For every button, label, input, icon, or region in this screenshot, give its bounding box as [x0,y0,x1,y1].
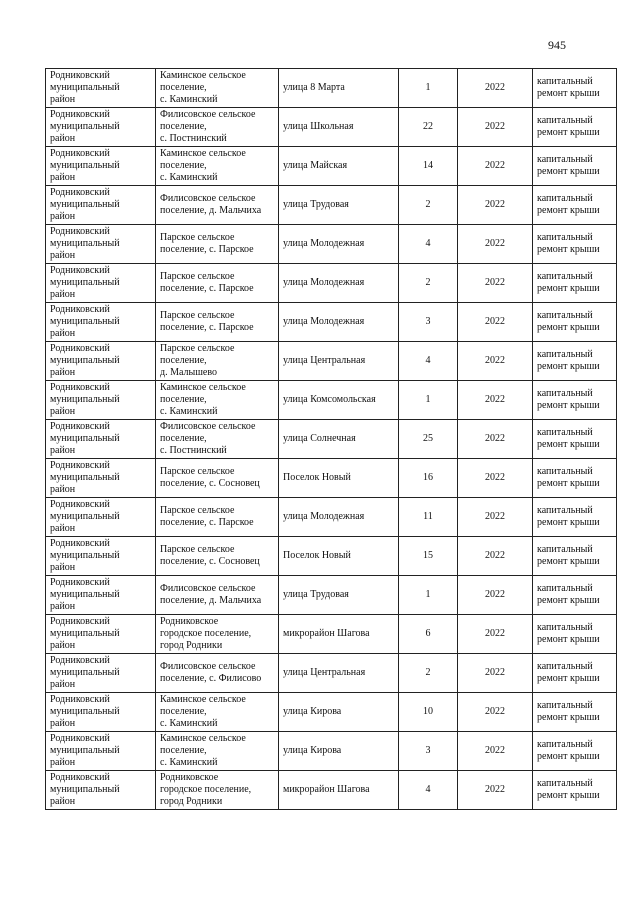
district-cell-text: Родниковский муниципальный район [50,70,120,105]
year-cell [458,693,533,732]
street-cell-text: Поселок Новый [283,472,351,483]
table-row [46,303,617,342]
district-cell-text: Родниковский муниципальный район [50,577,120,612]
table-row [46,225,617,264]
house-number-cell [399,537,458,576]
year-cell [458,303,533,342]
work-type-cell-text: капитальный ремонт крыши [537,154,600,177]
street-cell [279,498,399,537]
district-cell [46,69,156,108]
work-type-cell-text: капитальный ремонт крыши [537,310,600,333]
housing-repair-table [45,68,617,810]
work-type-cell [533,225,617,264]
house-number-cell [399,615,458,654]
settlement-cell-text: Родниковское городское поселение, город Родники [160,772,252,807]
district-cell [46,342,156,381]
settlement-cell-text: Каминское сельское поселение, с. Каминский [160,148,246,183]
street-cell [279,69,399,108]
house-number-cell-text: 2 [425,199,431,210]
work-type-cell [533,615,617,654]
district-cell [46,654,156,693]
settlement-cell [156,264,279,303]
table-row [46,108,617,147]
house-number-cell [399,69,458,108]
settlement-cell [156,381,279,420]
year-cell [458,459,533,498]
district-cell [46,537,156,576]
settlement-cell [156,498,279,537]
district-cell [46,225,156,264]
street-cell-text: улица Комсомольская [283,394,376,405]
year-cell [458,69,533,108]
year-cell [458,498,533,537]
work-type-cell [533,498,617,537]
settlement-cell-text: Филисовское сельское поселение, с. Филисово [160,661,262,684]
table-row [46,576,617,615]
work-type-cell-text: капитальный ремонт крыши [537,622,600,645]
street-cell-text: улица Трудовая [283,199,349,210]
year-cell [458,576,533,615]
street-cell [279,186,399,225]
work-type-cell [533,693,617,732]
house-number-cell [399,381,458,420]
district-cell-text: Родниковский муниципальный район [50,460,120,495]
district-cell [46,108,156,147]
settlement-cell-text: Парское сельское поселение, с. Парское [160,271,254,294]
house-number-cell-text: 4 [425,784,431,795]
work-type-cell-text: капитальный ремонт крыши [537,115,600,138]
settlement-cell-text: Каминское сельское поселение, с. Каминский [160,694,246,729]
district-cell-text: Родниковский муниципальный район [50,226,120,261]
district-cell-text: Родниковский муниципальный район [50,343,120,378]
work-type-cell [533,732,617,771]
street-cell-text: Поселок Новый [283,550,351,561]
settlement-cell [156,420,279,459]
year-cell-text: 2022 [485,589,505,600]
street-cell [279,576,399,615]
year-cell-text: 2022 [485,277,505,288]
work-type-cell [533,459,617,498]
house-number-cell-text: 1 [425,82,431,93]
year-cell-text: 2022 [485,121,505,132]
year-cell [458,654,533,693]
year-cell-text: 2022 [485,82,505,93]
settlement-cell [156,615,279,654]
settlement-cell-text: Парское сельское поселение, с. Сосновец [160,466,260,489]
street-cell-text: улица 8 Марта [283,82,345,93]
work-type-cell-text: капитальный ремонт крыши [537,232,600,255]
table-row [46,342,617,381]
street-cell [279,225,399,264]
settlement-cell-text: Парское сельское поселение, с. Сосновец [160,544,260,567]
settlement-cell [156,654,279,693]
work-type-cell-text: капитальный ремонт крыши [537,466,600,489]
work-type-cell-text: капитальный ремонт крыши [537,193,600,216]
district-cell-text: Родниковский муниципальный район [50,187,120,222]
district-cell [46,147,156,186]
district-cell [46,459,156,498]
district-cell-text: Родниковский муниципальный район [50,499,120,534]
house-number-cell-text: 2 [425,277,431,288]
work-type-cell [533,186,617,225]
year-cell [458,147,533,186]
work-type-cell [533,381,617,420]
year-cell-text: 2022 [485,667,505,678]
street-cell [279,654,399,693]
year-cell-text: 2022 [485,784,505,795]
table-row [46,69,617,108]
work-type-cell [533,69,617,108]
table-row [46,771,617,810]
street-cell-text: улица Трудовая [283,589,349,600]
settlement-cell [156,186,279,225]
street-cell-text: улица Школьная [283,121,354,132]
year-cell [458,771,533,810]
house-number-cell [399,693,458,732]
house-number-cell [399,732,458,771]
work-type-cell [533,303,617,342]
house-number-cell-text: 6 [425,628,431,639]
settlement-cell-text: Филисовское сельское поселение, д. Мальчиха [160,193,262,216]
table-row [46,420,617,459]
district-cell [46,771,156,810]
year-cell [458,342,533,381]
street-cell [279,264,399,303]
year-cell-text: 2022 [485,706,505,717]
year-cell-text: 2022 [485,433,505,444]
settlement-cell-text: Парское сельское поселение, с. Парское [160,232,254,255]
house-number-cell [399,771,458,810]
district-cell-text: Родниковский муниципальный район [50,694,120,729]
district-cell [46,303,156,342]
house-number-cell-text: 15 [423,550,433,561]
house-number-cell [399,576,458,615]
settlement-cell [156,771,279,810]
work-type-cell-text: капитальный ремонт крыши [537,661,600,684]
year-cell [458,108,533,147]
district-cell-text: Родниковский муниципальный район [50,109,120,144]
street-cell [279,381,399,420]
work-type-cell-text: капитальный ремонт крыши [537,778,600,801]
house-number-cell-text: 4 [425,355,431,366]
work-type-cell [533,771,617,810]
house-number-cell [399,342,458,381]
work-type-cell-text: капитальный ремонт крыши [537,388,600,411]
street-cell-text: улица Кирова [283,706,342,717]
district-cell [46,732,156,771]
house-number-cell-text: 22 [423,121,433,132]
work-type-cell [533,147,617,186]
district-cell-text: Родниковский муниципальный район [50,265,120,300]
house-number-cell-text: 1 [425,394,431,405]
house-number-cell-text: 11 [423,511,433,522]
year-cell-text: 2022 [485,394,505,405]
settlement-cell-text: Филисовское сельское поселение, с. Постнинский [160,109,256,144]
house-number-cell [399,498,458,537]
district-cell-text: Родниковский муниципальный район [50,382,120,417]
street-cell [279,147,399,186]
street-cell-text: улица Солнечная [283,433,356,444]
page-number: 945 [548,38,566,52]
work-type-cell [533,420,617,459]
house-number-cell [399,186,458,225]
settlement-cell-text: Каминское сельское поселение, с. Каминский [160,733,246,768]
work-type-cell [533,108,617,147]
year-cell-text: 2022 [485,628,505,639]
year-cell-text: 2022 [485,238,505,249]
table-row [46,381,617,420]
street-cell-text: улица Молодежная [283,316,365,327]
house-number-cell [399,108,458,147]
house-number-cell-text: 10 [423,706,433,717]
street-cell-text: улица Центральная [283,355,366,366]
street-cell [279,420,399,459]
district-cell [46,576,156,615]
year-cell-text: 2022 [485,745,505,756]
district-cell [46,615,156,654]
settlement-cell-text: Филисовское сельское поселение, д. Мальчиха [160,583,262,606]
table-row [46,615,617,654]
table-row [46,537,617,576]
street-cell-text: улица Майская [283,160,348,171]
work-type-cell [533,576,617,615]
table-row [46,654,617,693]
settlement-cell [156,693,279,732]
street-cell [279,108,399,147]
year-cell [458,186,533,225]
settlement-cell-text: Филисовское сельское поселение, с. Постнинский [160,421,256,456]
settlement-cell [156,342,279,381]
table-row [46,147,617,186]
district-cell-text: Родниковский муниципальный район [50,148,120,183]
street-cell-text: улица Молодежная [283,277,365,288]
street-cell [279,459,399,498]
house-number-cell [399,303,458,342]
district-cell-text: Родниковский муниципальный район [50,421,120,456]
year-cell-text: 2022 [485,160,505,171]
settlement-cell-text: Парское сельское поселение, с. Парское [160,310,254,333]
table-row [46,732,617,771]
table-body [46,69,617,810]
year-cell [458,732,533,771]
work-type-cell-text: капитальный ремонт крыши [537,427,600,450]
table-row [46,186,617,225]
settlement-cell [156,69,279,108]
year-cell [458,225,533,264]
house-number-cell-text: 4 [425,238,431,249]
settlement-cell [156,576,279,615]
year-cell-text: 2022 [485,472,505,483]
street-cell-text: улица Молодежная [283,238,365,249]
year-cell [458,264,533,303]
house-number-cell-text: 1 [425,589,431,600]
work-type-cell [533,537,617,576]
district-cell [46,498,156,537]
work-type-cell-text: капитальный ремонт крыши [537,505,600,528]
district-cell [46,693,156,732]
settlement-cell-text: Каминское сельское поселение, с. Каминский [160,382,246,417]
work-type-cell [533,342,617,381]
work-type-cell [533,654,617,693]
table-row [46,693,617,732]
work-type-cell-text: капитальный ремонт крыши [537,544,600,567]
table-row [46,498,617,537]
district-cell [46,186,156,225]
settlement-cell [156,732,279,771]
settlement-cell [156,303,279,342]
settlement-cell-text: Парское сельское поселение, с. Парское [160,505,254,528]
settlement-cell [156,108,279,147]
street-cell-text: микрорайон Шагова [283,628,370,639]
year-cell [458,381,533,420]
work-type-cell [533,264,617,303]
district-cell-text: Родниковский муниципальный район [50,733,120,768]
settlement-cell-text: Родниковское городское поселение, город Родники [160,616,252,651]
work-type-cell-text: капитальный ремонт крыши [537,739,600,762]
year-cell-text: 2022 [485,316,505,327]
house-number-cell-text: 3 [425,745,431,756]
work-type-cell-text: капитальный ремонт крыши [537,583,600,606]
street-cell [279,537,399,576]
year-cell-text: 2022 [485,550,505,561]
street-cell [279,303,399,342]
house-number-cell-text: 3 [425,316,431,327]
district-cell-text: Родниковский муниципальный район [50,538,120,573]
house-number-cell [399,459,458,498]
street-cell-text: улица Центральная [283,667,366,678]
work-type-cell-text: капитальный ремонт крыши [537,700,600,723]
house-number-cell-text: 2 [425,667,431,678]
year-cell [458,537,533,576]
work-type-cell-text: капитальный ремонт крыши [537,349,600,372]
year-cell [458,420,533,459]
street-cell [279,615,399,654]
table-row [46,459,617,498]
settlement-cell-text: Каминское сельское поселение, с. Каминский [160,70,246,105]
year-cell-text: 2022 [485,199,505,210]
house-number-cell [399,264,458,303]
year-cell-text: 2022 [485,355,505,366]
house-number-cell [399,147,458,186]
house-number-cell [399,225,458,264]
table-row [46,264,617,303]
work-type-cell-text: капитальный ремонт крыши [537,76,600,99]
district-cell-text: Родниковский муниципальный район [50,616,120,651]
street-cell [279,693,399,732]
street-cell [279,342,399,381]
year-cell-text: 2022 [485,511,505,522]
house-number-cell-text: 14 [423,160,433,171]
district-cell [46,264,156,303]
settlement-cell [156,225,279,264]
work-type-cell-text: капитальный ремонт крыши [537,271,600,294]
settlement-cell [156,537,279,576]
street-cell-text: улица Молодежная [283,511,365,522]
settlement-cell [156,459,279,498]
house-number-cell [399,654,458,693]
house-number-cell [399,420,458,459]
district-cell-text: Родниковский муниципальный район [50,655,120,690]
district-cell-text: Родниковский муниципальный район [50,304,120,339]
street-cell-text: микрорайон Шагова [283,784,370,795]
house-number-cell-text: 16 [423,472,433,483]
street-cell-text: улица Кирова [283,745,342,756]
district-cell [46,420,156,459]
settlement-cell [156,147,279,186]
street-cell [279,771,399,810]
district-cell-text: Родниковский муниципальный район [50,772,120,807]
year-cell [458,615,533,654]
street-cell [279,732,399,771]
house-number-cell-text: 25 [423,433,433,444]
settlement-cell-text: Парское сельское поселение, д. Малышево [160,343,235,378]
district-cell [46,381,156,420]
